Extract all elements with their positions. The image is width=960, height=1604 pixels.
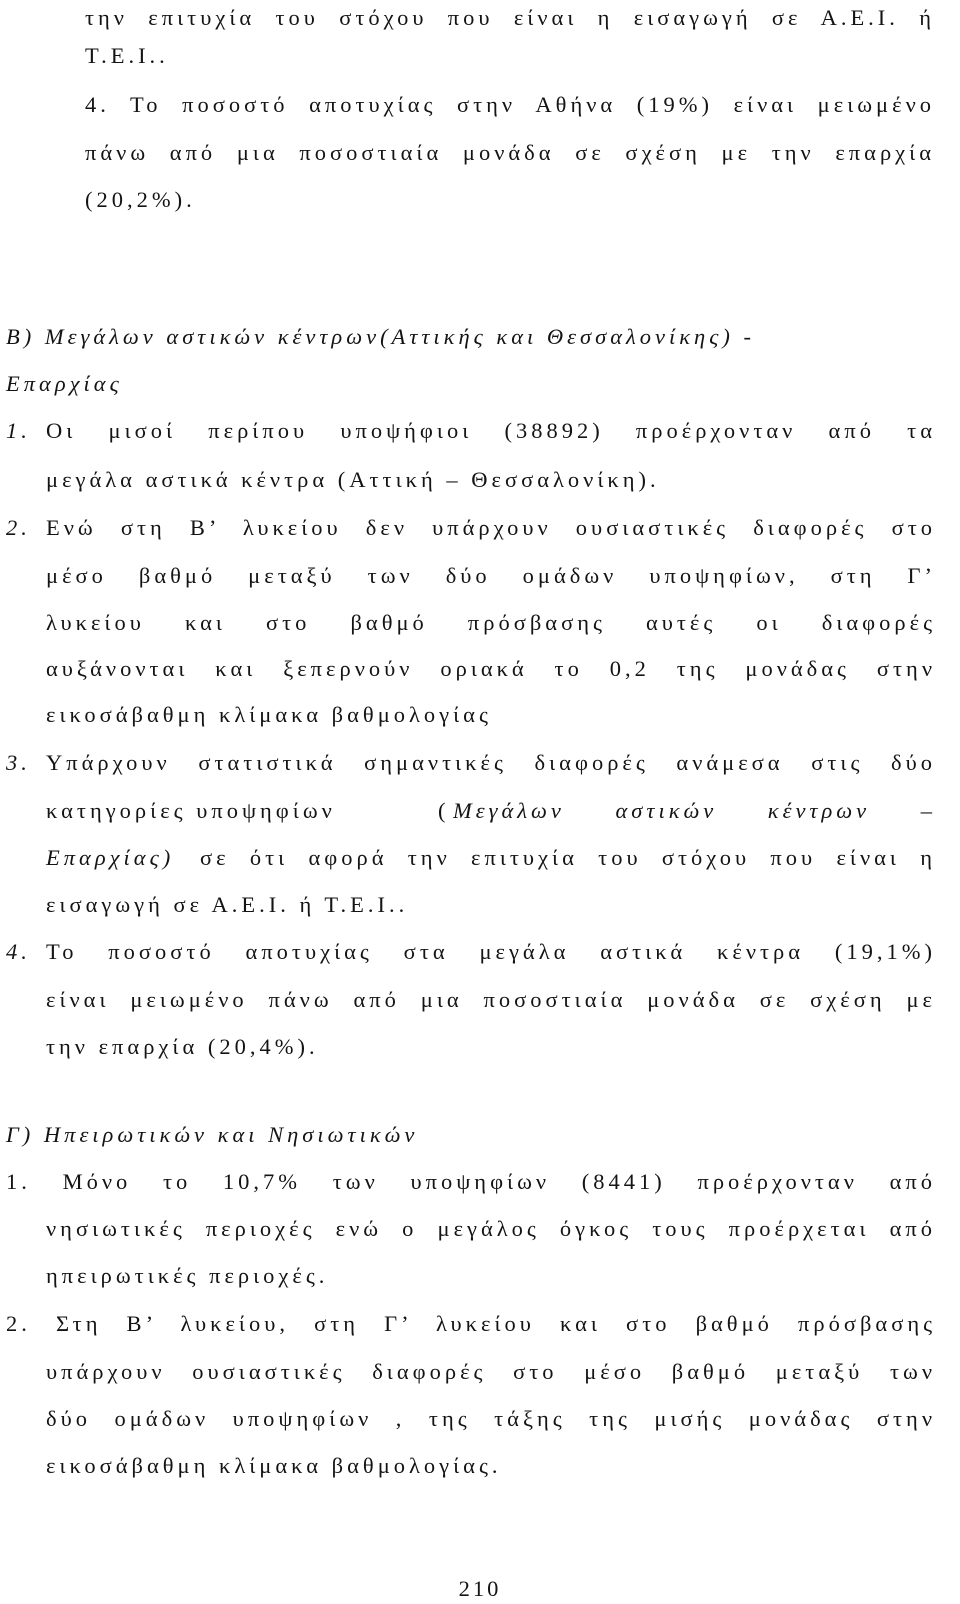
text-line: πάνω από μια ποσοστιαία μονάδα σε σχέση με την επαρχία (85, 140, 935, 165)
text-line: 2. Στη Β’ λυκείου, στη Γ’ λυκείου και στο βαθμό πρόσβασης (6, 1311, 936, 1336)
text-line: Ενώ στη Β’ λυκείου δεν υπάρχουν ουσιαστικές διαφορές στο (46, 515, 936, 540)
text-line: ηπειρωτικές περιοχές. (46, 1263, 329, 1288)
text-line: δύο ομάδων υποψηφίων , της τάξης της μισής μονάδας στην (46, 1406, 936, 1431)
text-line: είναι μειωμένο πάνω από μια ποσοστιαία μονάδα σε σχέση με (46, 987, 936, 1012)
text-line: εικοσάβαθμη κλίμακα βαθμολογίας. (46, 1453, 502, 1478)
text-line: ( (438, 798, 450, 823)
text-line: Υπάρχουν στατιστικά σημαντικές διαφορές ανάμεσα στις δύο (46, 750, 936, 775)
text-line: εισαγωγή σε Α.Ε.Ι. ή Τ.Ε.Ι.. (46, 892, 409, 917)
text-line: κατηγορίες υποψηφίων (46, 798, 336, 823)
text-line: 1. Μόνο το 10,7% των υποψηφίων (8441) προέρχονταν από (6, 1169, 936, 1194)
text-line: Μεγάλων αστικών κέντρων – (453, 798, 936, 823)
text-line: νησιωτικές περιοχές ενώ ο μεγάλος όγκος τους προέρχεται από (46, 1216, 936, 1241)
text-line: Οι μισοί περίπου υποψήφιοι (38892) προέρχονταν από τα (46, 418, 936, 443)
text-line: Το ποσοστό αποτυχίας στα μεγάλα αστικά κέντρα (19,1%) (46, 939, 936, 964)
text-line: την επαρχία (20,4%). (46, 1034, 319, 1059)
list-number: 2. (6, 515, 31, 540)
text-line: Επαρχίας) (46, 845, 175, 870)
text-line: αυξάνονται και ξεπερνούν οριακά το 0,2 της μονάδας στην (46, 656, 936, 681)
section-heading: Γ) Ηπειρωτικών και Νησιωτικών (6, 1122, 419, 1147)
text-line: μεγάλα αστικά κέντρα (Αττική – Θεσσαλονίκη). (46, 467, 660, 492)
text-line: (20,2%). (85, 187, 196, 212)
text-line: Τ.Ε.Ι.. (85, 43, 169, 68)
page-number: 210 (458, 1576, 502, 1601)
text-line: σε ότι αφορά την επιτυχία του στόχου που είναι η (200, 845, 936, 870)
text-line: την επιτυχία του στόχου που είναι η εισαγωγή σε Α.Ε.Ι. ή (85, 5, 935, 30)
list-number: 3. (6, 750, 31, 775)
text-line: 4. Το ποσοστό αποτυχίας στην Αθήνα (19%) είναι μειωμένο (85, 92, 935, 117)
text-line: λυκείου και στο βαθμό πρόσβασης αυτές οι διαφορές (46, 610, 936, 635)
text-line: εικοσάβαθμη κλίμακα βαθμολογίας (46, 702, 492, 727)
section-heading-continuation: Επαρχίας (6, 371, 123, 396)
text-line: μέσο βαθμό μεταξύ των δύο ομάδων υποψηφίων, στη Γ’ (46, 563, 936, 588)
text-line: υπάρχουν ουσιαστικές διαφορές στο μέσο βαθμό μεταξύ των (46, 1359, 936, 1384)
list-number: 4. (6, 939, 31, 964)
list-number: 1. (6, 418, 31, 443)
section-heading: Β) Μεγάλων αστικών κέντρων(Αττικής και Θεσσαλονίκης) - (6, 324, 755, 349)
